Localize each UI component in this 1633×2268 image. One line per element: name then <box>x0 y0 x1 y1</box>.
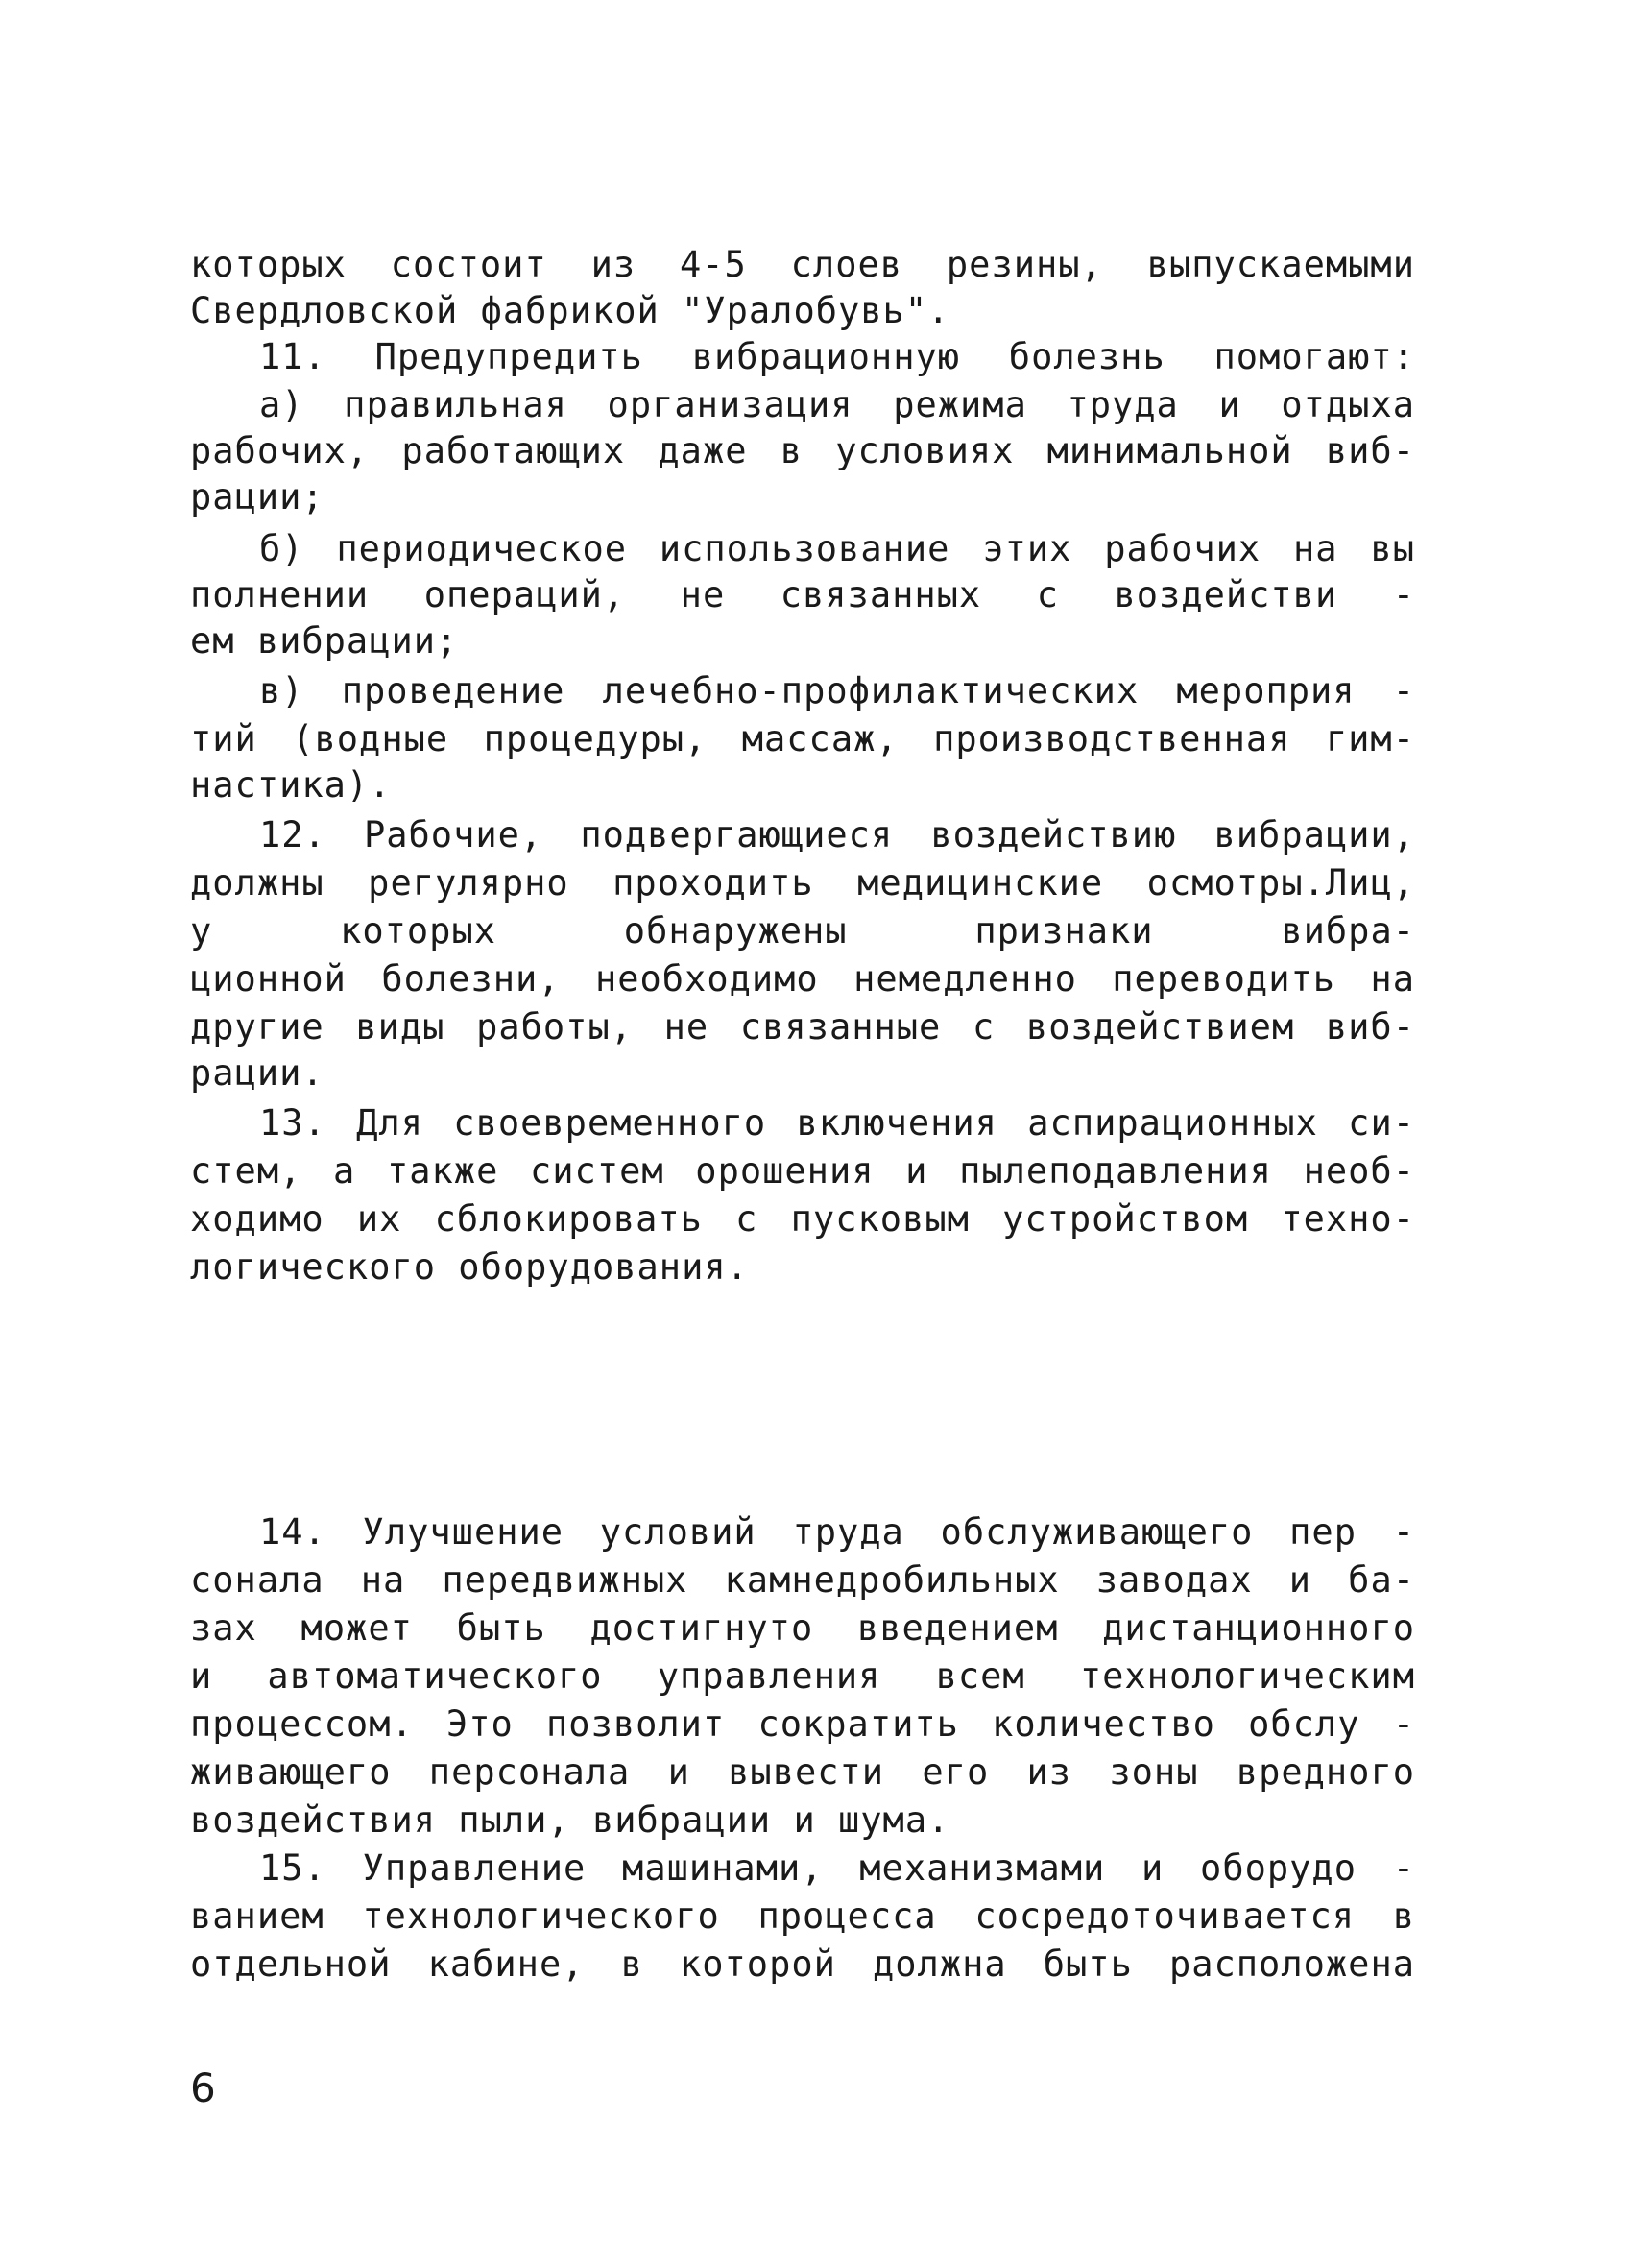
text-line: логического оборудования. <box>190 1246 749 1288</box>
text-line: которых состоит из 4-5 слоев резины, выпускаемыми <box>190 244 1415 285</box>
text-line: ем вибрации; <box>190 620 459 662</box>
text-line: рации. <box>190 1052 324 1094</box>
page-number: 6 <box>190 2064 216 2111</box>
text-line: тий (водные процедуры, массаж, производственная гим- <box>190 718 1415 760</box>
text-line: процессом. Это позволит сократить количество обслу - <box>190 1703 1415 1745</box>
text-line: полнении операций, не связанных с воздействи - <box>190 574 1415 615</box>
text-line: рабочих, работающих даже в условиях минимальной виб- <box>190 430 1415 471</box>
text-line: ционной болезни, необходимо немедленно переводить на <box>190 958 1415 1000</box>
text-line: ходимо их сблокировать с пусковым устройством техно- <box>190 1198 1415 1240</box>
text-line: в) проведение лечебно-профилактических мероприя - <box>259 670 1415 712</box>
text-line: б) периодическое использование этих рабочих на вы <box>259 528 1415 569</box>
text-line: рации; <box>190 476 324 518</box>
paragraph-14-line: 14. Улучшение условий труда обслуживающего пер - <box>259 1511 1415 1553</box>
text-line: у которых обнаружены признаки вибра- <box>190 910 1415 952</box>
paragraph-13-line: 13. Для своевременного включения аспирационных си- <box>259 1102 1415 1144</box>
text-line: настика). <box>190 764 392 806</box>
text-line: воздействия пыли, вибрации и шума. <box>190 1799 950 1841</box>
text-line: другие виды работы, не связанные с воздействием виб- <box>190 1006 1415 1048</box>
text-line: должны регулярно проходить медицинские осмотры.Лиц, <box>190 862 1415 904</box>
text-line: ванием технологического процесса сосредоточивается в <box>190 1895 1415 1937</box>
paragraph-12-line: 12. Рабочие, подвергающиеся воздействию вибрации, <box>259 814 1415 856</box>
text-line: Свердловской фабрикой "Уралобувь". <box>190 290 950 331</box>
text-line: а) правильная организация режима труда и отдыха <box>259 384 1415 425</box>
text-line: живающего персонала и вывести его из зоны вредного <box>190 1751 1415 1793</box>
paragraph-11-line: 11. Предупредить вибрационную болезнь помогают: <box>259 336 1415 377</box>
text-line: и автоматического управления всем технологическим <box>190 1655 1415 1697</box>
text-line: отдельной кабине, в которой должна быть расположена <box>190 1943 1415 1985</box>
paragraph-15-line: 15. Управление машинами, механизмами и оборудо - <box>259 1847 1415 1889</box>
text-line: стем, а также систем орошения и пылеподавления необ- <box>190 1150 1415 1192</box>
text-line: зах может быть достигнуто введением дистанционного <box>190 1607 1415 1649</box>
text-line: сонала на передвижных камнедробильных заводах и ба- <box>190 1559 1415 1601</box>
